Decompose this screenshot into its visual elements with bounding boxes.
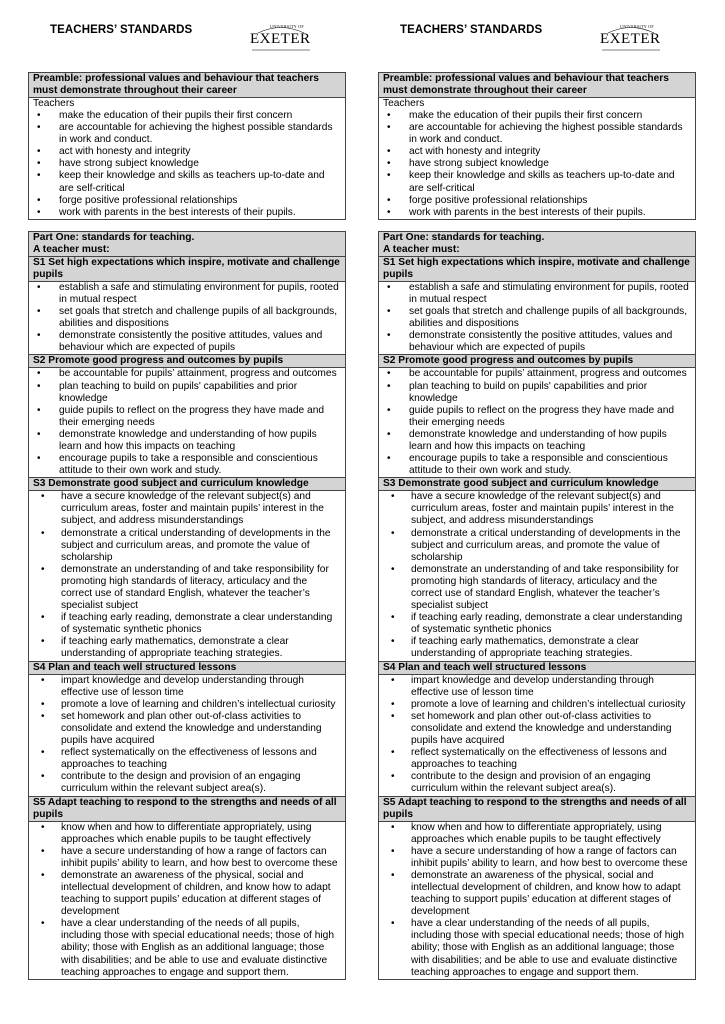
preamble-list [379,110,695,219]
list-item: • are accountable for achieving the highest possible standards in work and conduct. [29,122,341,146]
preamble-list [29,110,345,219]
list-item: • have a clear understanding of the needs of all pupils, including those with special educational needs; those of high ability; those with English as an additional language; those with disabilities; and be able to use and evaluate distinctive teaching approaches to engage and support them. [379,918,691,978]
list-item: • reflect systematically on the effectiveness of lessons and approaches to teaching [29,747,341,771]
list-item: • have a secure knowledge of the relevant subject(s) and curriculum areas, foster and maintain pupils’ interest in the subject, and address misunderstandings [379,491,691,527]
list-item: • establish a safe and stimulating environment for pupils, rooted in mutual respect [29,282,341,306]
logo-big-text: EXETER [600,31,661,47]
list-item: • demonstrate knowledge and understanding of how pupils learn and how this impacts on teaching [29,429,341,453]
section-s3 [29,477,345,660]
document-title: TEACHERS’ STANDARDS [400,24,543,36]
section-list [379,822,695,979]
section-list [29,282,345,355]
university-logo [600,24,662,54]
list-item: • act with honesty and integrity [379,146,691,158]
logo-small-text: UNIVERSITY OF [270,24,304,29]
list-item: • make the education of their pupils their first concern [29,110,341,122]
preamble-box [378,72,696,220]
page-header [28,0,346,62]
list-item: • demonstrate an understanding of and take responsibility for promoting high standards of literacy, articulacy and the correct use of standard English, whatever the teacher’s specialist subject [29,564,341,612]
list-item: • contribute to the design and provision of an engaging curriculum within the relevant subject area(s). [29,771,341,795]
part-one-heading: Part One: standards for teaching. [29,232,345,244]
list-item: • are accountable for achieving the highest possible standards in work and conduct. [379,122,691,146]
list-item: • demonstrate an awareness of the physical, social and intellectual development of children, and know how to adapt teaching to support pupils’ education at different stages of development [379,870,691,918]
section-list [29,822,345,979]
section-s4 [29,661,345,796]
section-list [379,282,695,355]
section-heading: S4 Plan and teach well structured lessons [379,661,695,675]
part-one-heading: Part One: standards for teaching. [379,232,695,244]
section-list [379,491,695,660]
logo-big-text: EXETER [250,31,311,47]
section-s5 [29,796,345,979]
list-item: • have a secure understanding of how a range of factors can inhibit pupils’ ability to learn, and how best to overcome these [29,846,341,870]
list-item: • set goals that stretch and challenge pupils of all backgrounds, abilities and dispositions [379,306,691,330]
list-item: • forge positive professional relationships [379,195,691,207]
section-heading: S3 Demonstrate good subject and curriculum knowledge [29,477,345,491]
list-item: • guide pupils to reflect on the progress they have made and their emerging needs [29,405,341,429]
list-item: • have a secure understanding of how a range of factors can inhibit pupils’ ability to learn, and how best to overcome these [379,846,691,870]
section-s4 [379,661,695,796]
list-item: • demonstrate an understanding of and take responsibility for promoting high standards of literacy, articulacy and the correct use of standard English, whatever the teacher’s specialist subject [379,564,691,612]
list-item: • impart knowledge and develop understanding through effective use of lesson time [379,675,691,699]
section-s1 [379,257,695,355]
list-item: • act with honesty and integrity [29,146,341,158]
section-s2 [29,354,345,477]
section-s2 [379,354,695,477]
list-item: • set homework and plan other out-of-class activities to consolidate and extend the knowledge and understanding pupils have acquired [379,711,691,747]
section-heading: S4 Plan and teach well structured lessons [29,661,345,675]
part-one-box [378,231,696,980]
list-item: • encourage pupils to take a responsible and conscientious attitude to their own work and study. [379,453,691,477]
list-item: • reflect systematically on the effectiveness of lessons and approaches to teaching [379,747,691,771]
preamble-lead: Teachers [33,98,75,109]
list-item: • guide pupils to reflect on the progress they have made and their emerging needs [379,405,691,429]
list-item: • if teaching early mathematics, demonstrate a clear understanding of appropriate teaching strategies. [379,636,691,660]
section-heading: S5 Adapt teaching to respond to the strengths and needs of all pupils [379,796,695,822]
section-list [29,368,345,477]
section-list [29,675,345,796]
preamble-heading: Preamble: professional values and behaviour that teachers must demonstrate throughout their career [379,73,695,98]
section-heading: S3 Demonstrate good subject and curriculum knowledge [379,477,695,491]
list-item: • encourage pupils to take a responsible and conscientious attitude to their own work and study. [29,453,341,477]
section-s3 [379,477,695,660]
list-item: • have a secure knowledge of the relevant subject(s) and curriculum areas, foster and maintain pupils’ interest in the subject, and address misunderstandings [29,491,341,527]
list-item: • demonstrate a critical understanding of developments in the subject and curriculum areas, and promote the value of scholarship [379,528,691,564]
list-item: • demonstrate an awareness of the physical, social and intellectual development of children, and know how to adapt teaching to support pupils’ education at different stages of development [29,870,341,918]
list-item: • be accountable for pupils’ attainment, progress and outcomes [29,368,341,380]
list-item: • impart knowledge and develop understanding through effective use of lesson time [29,675,341,699]
preamble-lead: Teachers [383,98,425,109]
list-item: • promote a love of learning and children’s intellectual curiosity [29,699,341,711]
list-item: • know when and how to differentiate appropriately, using approaches which enable pupils to be taught effectively [379,822,691,846]
column-right [378,0,696,980]
list-item: • demonstrate a critical understanding of developments in the subject and curriculum areas, and promote the value of scholarship [29,528,341,564]
list-item: • forge positive professional relationships [29,195,341,207]
list-item: • plan teaching to build on pupils' capabilities and prior knowledge [29,381,341,405]
list-item: • if teaching early mathematics, demonstrate a clear understanding of appropriate teaching strategies. [29,636,341,660]
list-item: • keep their knowledge and skills as teachers up-to-date and are self-critical [29,170,341,194]
column-left [28,0,346,980]
part-one-box [28,231,346,980]
list-item: • demonstrate consistently the positive attitudes, values and behaviour which are expected of pupils [379,330,691,354]
list-item: • set homework and plan other out-of-class activities to consolidate and extend the knowledge and understanding pupils have acquired [29,711,341,747]
list-item: • demonstrate consistently the positive attitudes, values and behaviour which are expected of pupils [29,330,341,354]
list-item: • be accountable for pupils’ attainment, progress and outcomes [379,368,691,380]
section-heading: S2 Promote good progress and outcomes by pupils [29,354,345,368]
list-item: • know when and how to differentiate appropriately, using approaches which enable pupils to be taught effectively [29,822,341,846]
list-item: • plan teaching to build on pupils' capabilities and prior knowledge [379,381,691,405]
logo-small-text: UNIVERSITY OF [620,24,654,29]
list-item: • work with parents in the best interests of their pupils. [29,207,341,219]
list-item: • keep their knowledge and skills as teachers up-to-date and are self-critical [379,170,691,194]
list-item: • promote a love of learning and children’s intellectual curiosity [379,699,691,711]
section-heading: S1 Set high expectations which inspire, motivate and challenge pupils [379,257,695,282]
section-list [29,491,345,660]
section-s5 [379,796,695,979]
list-item: • establish a safe and stimulating environment for pupils, rooted in mutual respect [379,282,691,306]
list-item: • set goals that stretch and challenge pupils of all backgrounds, abilities and dispositions [29,306,341,330]
preamble-heading: Preamble: professional values and behaviour that teachers must demonstrate throughout their career [29,73,345,98]
list-item: • if teaching early reading, demonstrate a clear understanding of systematic synthetic phonics [379,612,691,636]
list-item: • demonstrate knowledge and understanding of how pupils learn and how this impacts on teaching [379,429,691,453]
list-item: • have a clear understanding of the needs of all pupils, including those with special educational needs; those of high ability; those with English as an additional language; those with disabilities; and be able to use and evaluate distinctive teaching approaches to engage and support them. [29,918,341,978]
part-one-subheading: A teacher must: [29,244,345,257]
section-s1 [29,257,345,355]
section-heading: S5 Adapt teaching to respond to the strengths and needs of all pupils [29,796,345,822]
preamble-box [28,72,346,220]
list-item: • have strong subject knowledge [29,158,341,170]
list-item: • if teaching early reading, demonstrate a clear understanding of systematic synthetic phonics [29,612,341,636]
list-item: • have strong subject knowledge [379,158,691,170]
section-list [379,368,695,477]
list-item: • make the education of their pupils their first concern [379,110,691,122]
page-header [378,0,696,62]
document-title: TEACHERS’ STANDARDS [50,24,193,36]
section-heading: S1 Set high expectations which inspire, motivate and challenge pupils [29,257,345,282]
section-heading: S2 Promote good progress and outcomes by pupils [379,354,695,368]
list-item: • work with parents in the best interests of their pupils. [379,207,691,219]
list-item: • contribute to the design and provision of an engaging curriculum within the relevant subject area(s). [379,771,691,795]
section-list [379,675,695,796]
university-logo [250,24,312,54]
part-one-subheading: A teacher must: [379,244,695,257]
